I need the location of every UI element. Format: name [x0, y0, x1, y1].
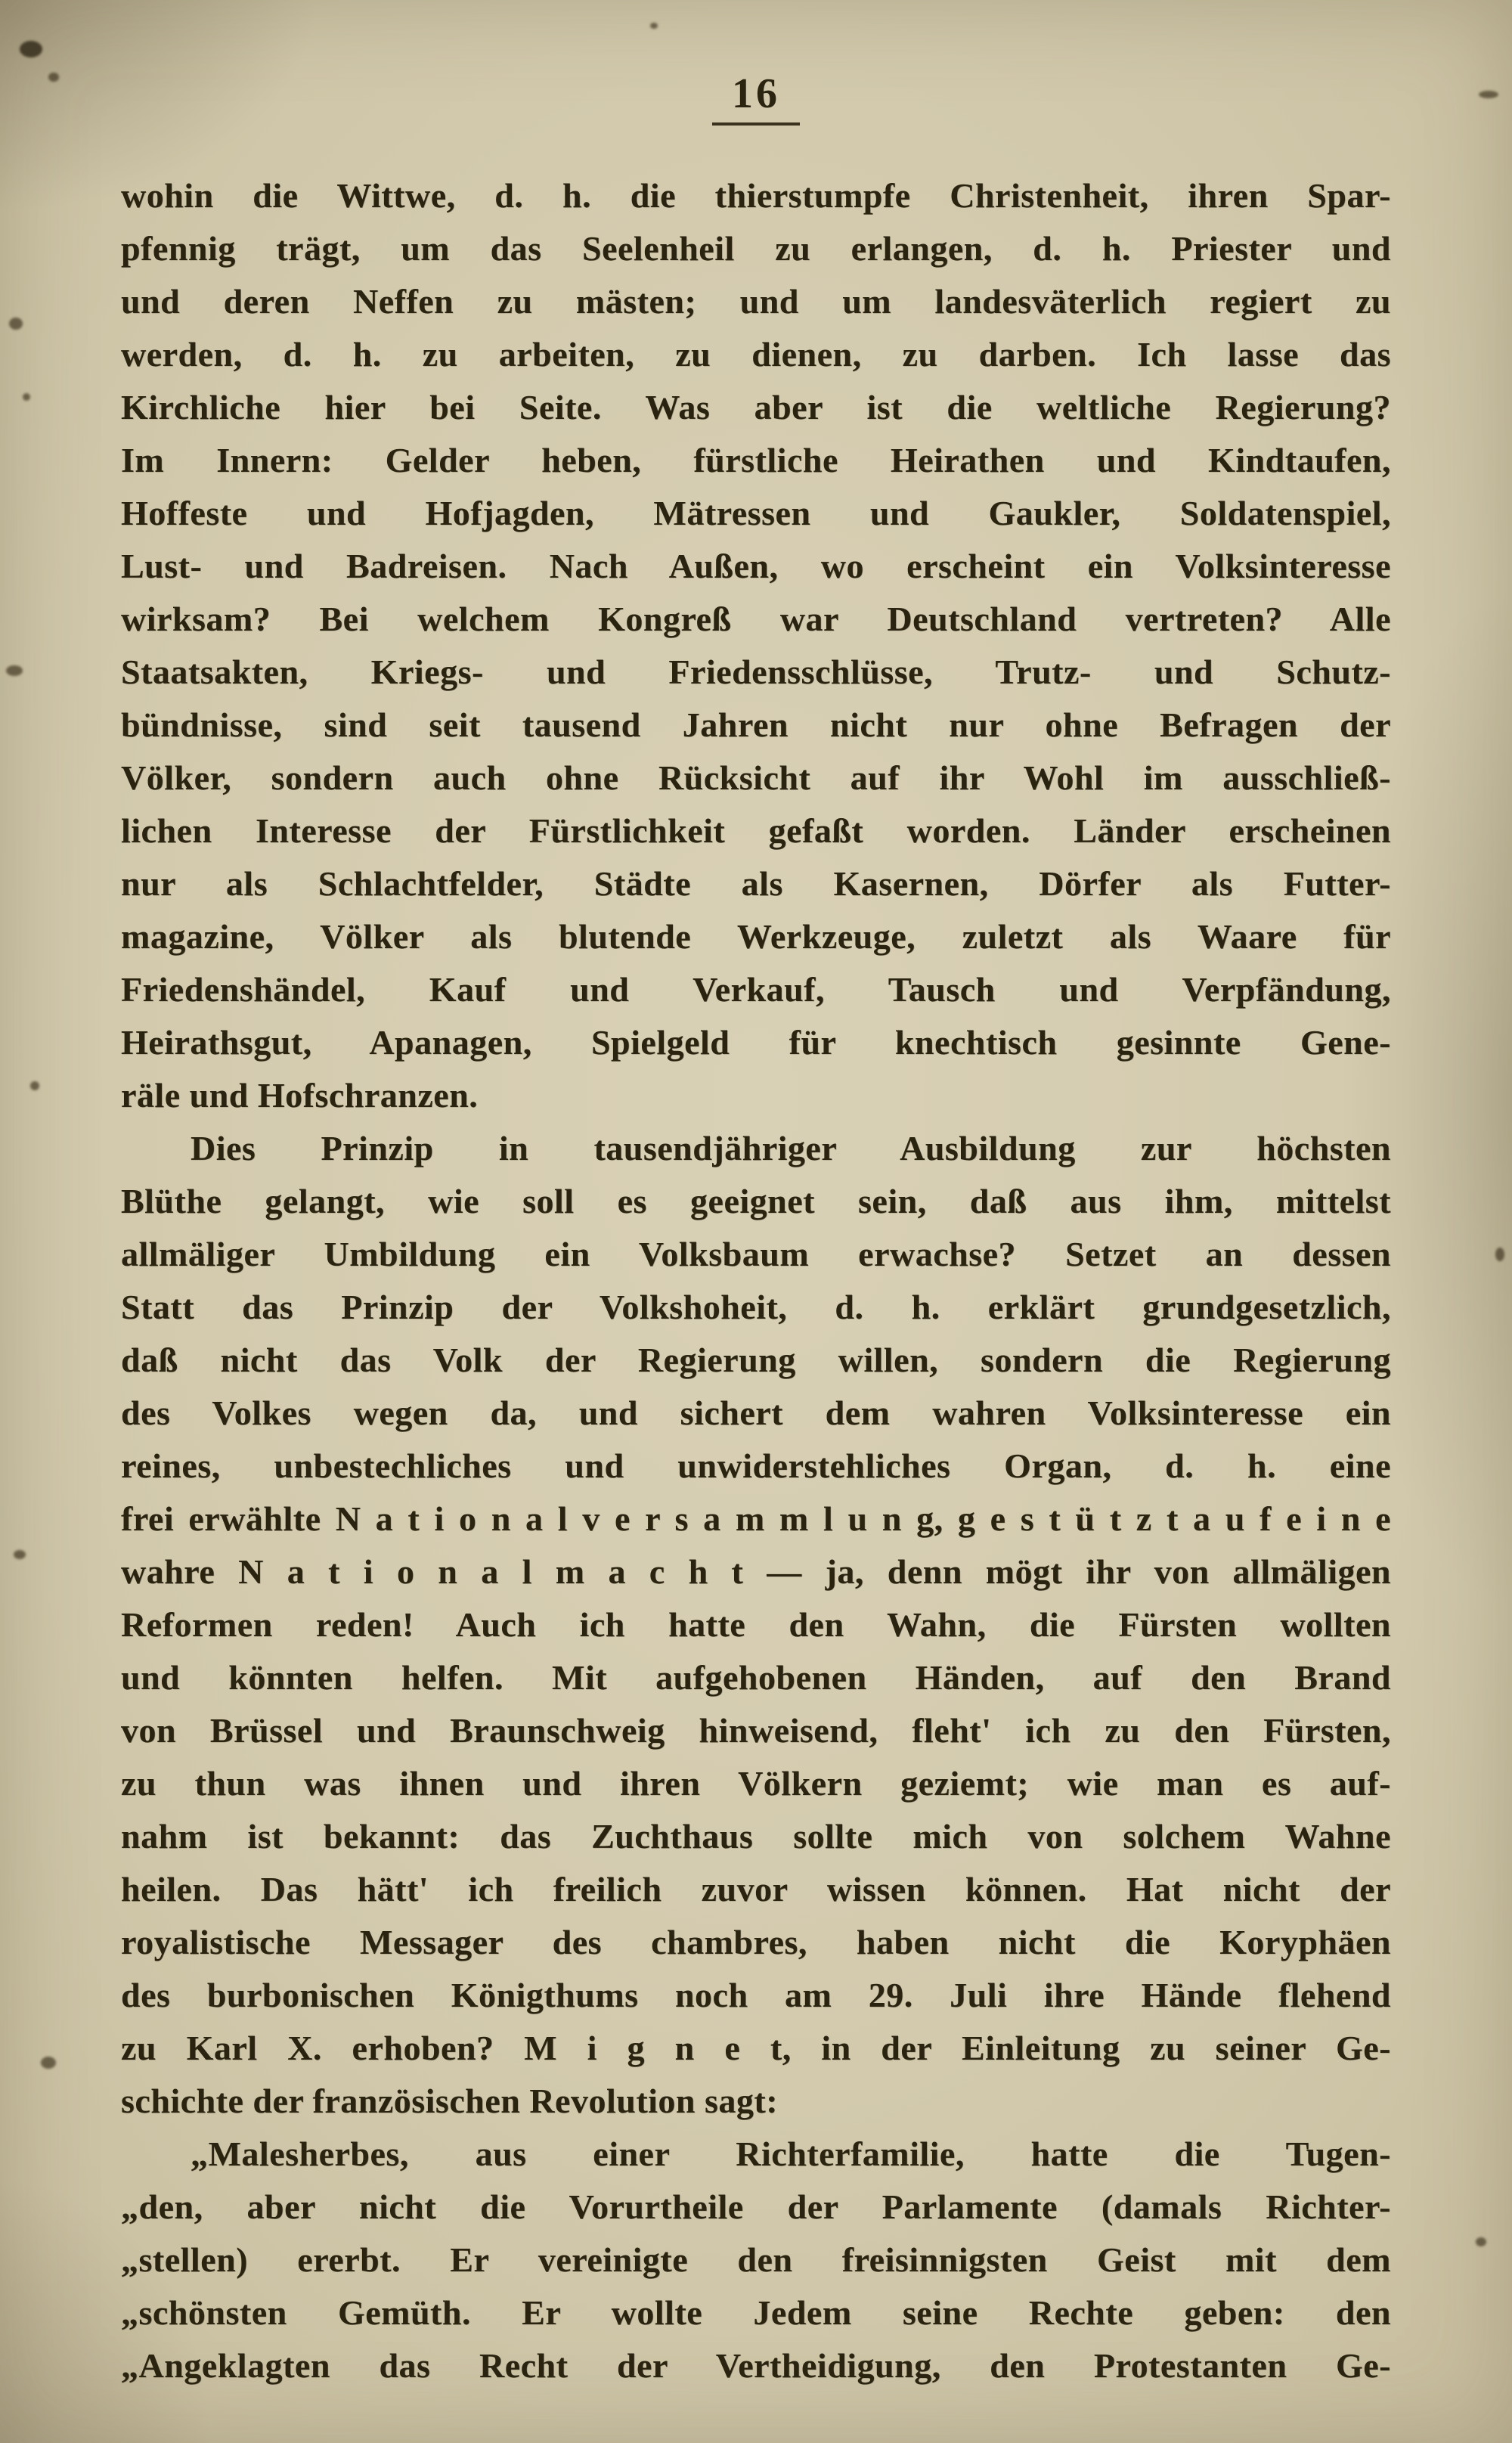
text-line: schichte der französischen Revolution sagt:	[121, 2082, 779, 2120]
text-line: „Malesherbes, aus einer Richterfamilie, hatte die Tugen-	[191, 2135, 1391, 2173]
text-line: nur als Schlachtfelder, Städte als Kasernen, Dörfer als Futter-	[121, 864, 1391, 903]
page-header	[0, 0, 1512, 126]
paragraph	[121, 169, 1391, 1122]
text-line: wirksam? Bei welchem Kongreß war Deutschland vertreten? Alle	[121, 600, 1391, 638]
page-number: 16	[712, 70, 800, 126]
text-line: lichen Interesse der Fürstlichkeit gefaßt worden. Länder erscheinen	[121, 811, 1391, 850]
paper-speck	[20, 41, 42, 57]
paper-speck	[14, 1550, 26, 1559]
text-line: Statt das Prinzip der Volkshoheit, d. h. erklärt grundgesetzlich,	[121, 1288, 1391, 1326]
text-line: Staatsakten, Kriegs- und Friedensschlüsse, Trutz- und Schutz-	[121, 653, 1391, 691]
text-line: royalistische Messager des chambres, haben nicht die Koryphäen	[121, 1923, 1391, 1961]
text-line: wahre N a t i o n a l m a c h t — ja, denn mögt ihr von allmäligen	[121, 1552, 1391, 1591]
text-line: pfennig trägt, um das Seelenheil zu erlangen, d. h. Priester und	[121, 229, 1391, 268]
paragraph	[121, 2128, 1391, 2392]
text-line: Kirchliche hier bei Seite. Was aber ist die weltliche Regierung?	[121, 388, 1391, 426]
paper-speck	[650, 23, 658, 29]
paper-speck	[6, 665, 23, 676]
text-line: Reformen reden! Auch ich hatte den Wahn, die Fürsten wollten	[121, 1605, 1391, 1644]
paper-speck	[9, 318, 23, 330]
text-line: Dies Prinzip in tausendjähriger Ausbildung zur höchsten	[191, 1129, 1391, 1167]
text-line: Blüthe gelangt, wie soll es geeignet sein, daß aus ihm, mittelst	[121, 1182, 1391, 1220]
paper-speck	[1495, 1248, 1504, 1261]
text-line: „schönsten Gemüth. Er wollte Jedem seine Rechte geben: den	[121, 2293, 1391, 2332]
text-line: daß nicht das Volk der Regierung willen, sondern die Regierung	[121, 1341, 1391, 1379]
text-line: und könnten helfen. Mit aufgehobenen Händen, auf den Brand	[121, 1658, 1391, 1697]
text-line: „Angeklagten das Recht der Vertheidigung, den Protestanten Ge-	[121, 2346, 1391, 2385]
text-line: Völker, sondern auch ohne Rücksicht auf ihr Wohl im ausschließ-	[121, 758, 1391, 797]
text-line: werden, d. h. zu arbeiten, zu dienen, zu darben. Ich lasse das	[121, 335, 1391, 374]
text-line: „stellen) ererbt. Er vereinigte den freisinnigsten Geist mit dem	[121, 2240, 1391, 2279]
text-line: Im Innern: Gelder heben, fürstliche Heirathen und Kindtaufen,	[121, 441, 1391, 479]
text-line: Heirathsgut, Apanagen, Spielgeld für knechtisch gesinnte Gene-	[121, 1023, 1391, 1062]
text-line: Hoffeste und Hofjagden, Mätressen und Gaukler, Soldatenspiel,	[121, 494, 1391, 532]
text-line: allmäliger Umbildung ein Volksbaum erwachse? Setzet an dessen	[121, 1235, 1391, 1273]
text-line: zu Karl X. erhoben? M i g n e t, in der Einleitung zu seiner Ge-	[121, 2029, 1391, 2067]
text-line: magazine, Völker als blutende Werkzeuge, zuletzt als Waare für	[121, 917, 1391, 956]
paper-speck	[48, 73, 59, 82]
paper-speck	[30, 1081, 39, 1090]
text-line: heilen. Das hätt' ich freilich zuvor wissen können. Hat nicht der	[121, 1870, 1391, 1908]
text-line: Lust- und Badreisen. Nach Außen, wo erscheint ein Volksinteresse	[121, 547, 1391, 585]
page-text	[121, 169, 1391, 2392]
text-line: des Volkes wegen da, und sichert dem wahren Volksinteresse ein	[121, 1394, 1391, 1432]
text-line: räle und Hofschranzen.	[121, 1076, 479, 1115]
text-line: bündnisse, sind seit tausend Jahren nicht nur ohne Befragen der	[121, 705, 1391, 744]
paper-speck	[41, 2057, 56, 2069]
text-line: wohin die Wittwe, d. h. die thierstumpfe Christenheit, ihren Spar-	[121, 176, 1391, 215]
text-line: „den, aber nicht die Vorurtheile der Parlamente (damals Richter-	[121, 2187, 1391, 2226]
paper-speck	[1476, 2237, 1486, 2246]
text-line: frei erwählte N a t i o n a l v e r s a m m l u n g, g e s t ü t z t a u f e i n e	[121, 1499, 1391, 1538]
text-line: des burbonischen Königthums noch am 29. Juli ihre Hände flehend	[121, 1976, 1391, 2014]
text-line: reines, unbestechliches und unwiderstehliches Organ, d. h. eine	[121, 1446, 1391, 1485]
text-line: zu thun was ihnen und ihren Völkern geziemt; wie man es auf-	[121, 1764, 1391, 1803]
paper-speck	[1479, 91, 1498, 98]
text-line: nahm ist bekannt: das Zuchthaus sollte mich von solchem Wahne	[121, 1817, 1391, 1856]
paper-speck	[23, 393, 30, 401]
text-line: Friedenshändel, Kauf und Verkauf, Tausch und Verpfändung,	[121, 970, 1391, 1009]
paragraph	[121, 1122, 1391, 2128]
text-line: von Brüssel und Braunschweig hinweisend, fleht' ich zu den Fürsten,	[121, 1711, 1391, 1750]
text-line: und deren Neffen zu mästen; und um landesväterlich regiert zu	[121, 282, 1391, 321]
